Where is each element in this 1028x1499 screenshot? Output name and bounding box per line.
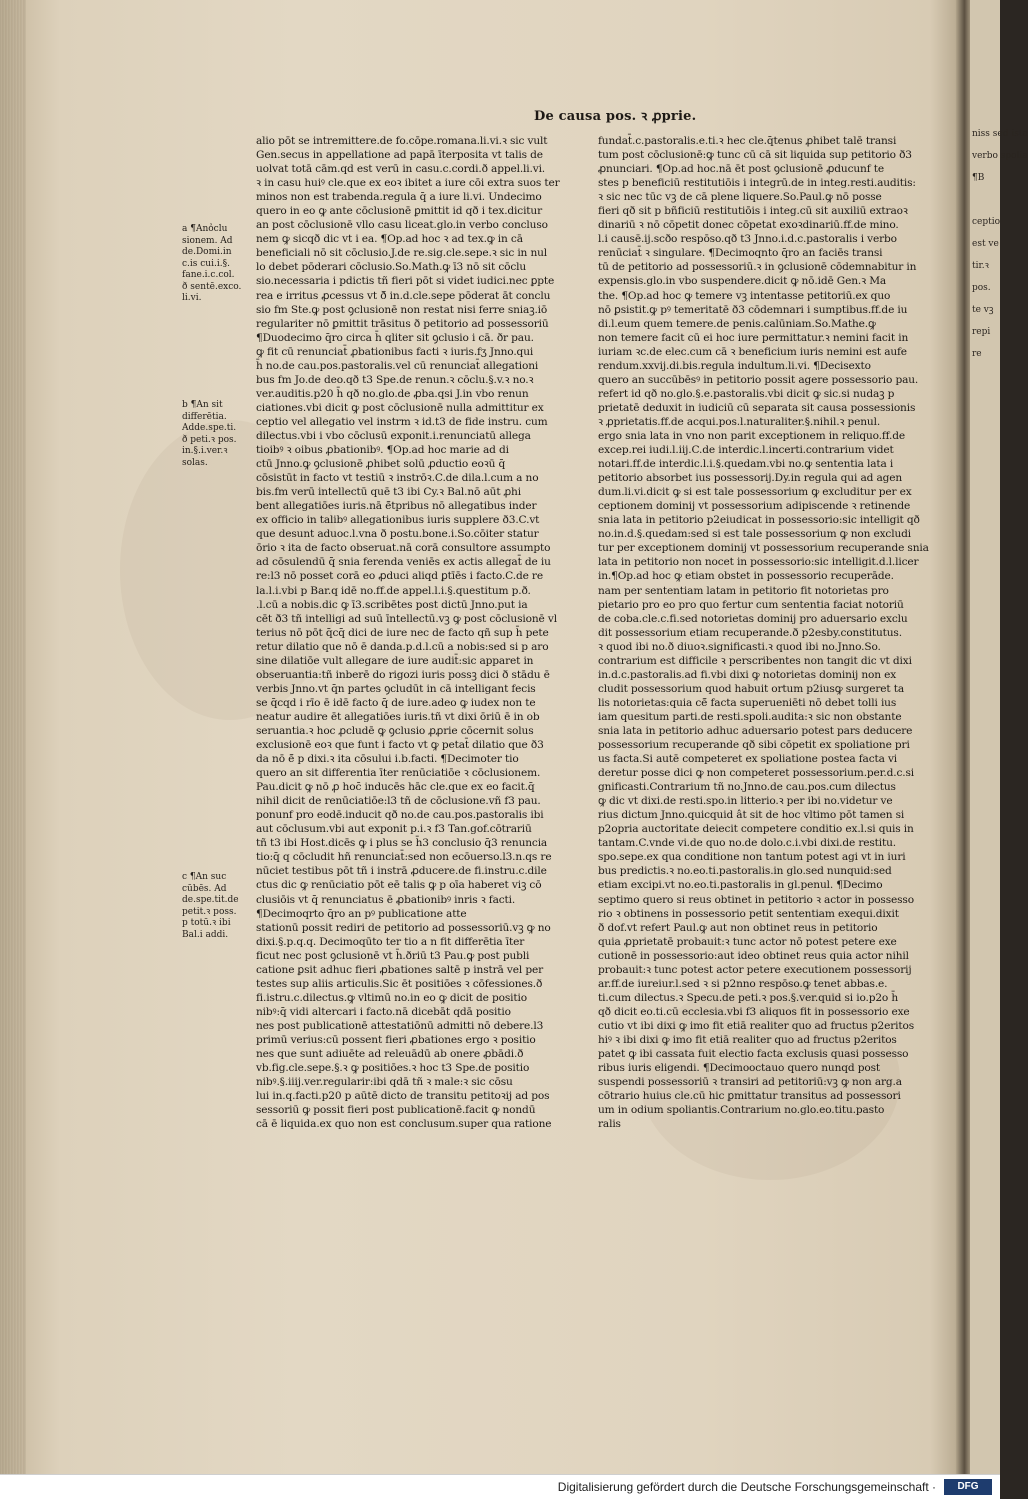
right-text-column <box>598 134 928 1131</box>
gloss-line: ð peti.ꝛ pos. <box>182 434 237 445</box>
text-line: ꝛ ꝓprietatis.ff.de acqui.pos.l.naturaliter.§.nihil.ꝛ penul. <box>598 415 881 428</box>
text-line: ponunf pro eodē.inducit qð no.de cau.pos.pastoralis ibi <box>256 809 544 822</box>
text-line: ōrio ꝛ ita de facto obseruat.nā corā consultore assumpto <box>256 542 551 555</box>
text-line: iam quesitum parti.de resti.spoli.audita:ꝛ sic non obstante <box>598 710 902 723</box>
text-line: deretur posse dici ꝙ non competeret possessorium.per.d.c.si <box>598 767 915 780</box>
text-line: ciationes.vbi dicit ꝙ post cōclusionē nulla admittitur ex <box>256 401 544 414</box>
text-line: ctū Jnno.ꝙ ꝯclusionē ꝓhibet solū ꝓductio eoꝛū q̄ <box>256 458 506 471</box>
gloss-line: sionem. Ad <box>182 235 233 246</box>
text-line: sio.necessaria i pdictis tñ fieri pōt si videt iudici.nec ꝑpte <box>256 275 555 288</box>
text-line: excep.rei iudi.l.iij.C.de interdic.l.incerti.contrarium videt <box>598 444 894 457</box>
text-line: ralis <box>598 1118 621 1131</box>
text-line: Gen.secus in appellatione ad papā īterposita vt talis de <box>256 149 543 162</box>
text-line: tio:q̄ q cōcludit hñ renunciat̄:sed non ecōuerso.l3.n.qs re <box>256 851 552 864</box>
text-line: da nō ē̄ p dixi.ꝛ ita cōsului i.b.facti. ¶Decimoter tio <box>256 753 519 766</box>
text-line: nihil dicit de renūciatiōe:l3 tñ de cōclusione.vñ f3 pau. <box>256 795 541 808</box>
gloss-line: a ¶Ano̾clu <box>182 224 228 234</box>
book-gutter <box>956 0 970 1474</box>
text-line: uolvat totā cām.qd est verū in casu.c.cordi.ð appel.li.vi. <box>256 163 546 176</box>
text-line: qð dicit eo.ti.cū ecclesia.vbi f3 aliquos fit in possessorio exe <box>598 1005 910 1018</box>
text-line: de coba.cle.c.fi.sed notorietas dominij pro aduersario exclu <box>598 612 908 625</box>
text-line: bent allegatiōes iuris.nā ē̄tpribus nō allegatibus inder <box>256 500 537 513</box>
text-line: la.l.i.vbi p Bar.q idē no.ff.de appel.l.i.§.questitum p.ð. <box>256 584 531 597</box>
text-line: ꝓnunciari. ¶Op.ad hoc.nā ēt post ꝯclusionē ꝓducunf te <box>598 163 884 176</box>
adjacent-page-fragment: verbo spolia <box>972 151 1028 161</box>
text-line: regulariter nō ꝑmittit trāsitus ð petitorio ad possessoriū <box>256 317 549 330</box>
text-line: ex officio in talibꝰ allegationibus iuris supplere ð3.C.vt <box>256 514 540 527</box>
gloss-line: solas. <box>182 457 208 468</box>
adjacent-page-fragment: ¶B <box>972 173 985 183</box>
text-line: ceptio vel allegatio vel instrm ꝛ id.t3 de fide instru. cum <box>256 415 548 428</box>
text-line: sessoriū ꝙ possit fieri post publicationē.facit ꝙ nondū <box>256 1104 536 1117</box>
text-line: p2opria auctoritate deiecit competere conditio ex.l.si quis in <box>598 823 914 836</box>
text-line: fundat̄.c.pastoralis.e.ti.ꝛ hec cle.q̄tenus ꝓhibet talē transi <box>598 135 897 147</box>
text-line: quero an succūbēsꝰ in petitorio possit agere possessorio pau. <box>598 373 919 386</box>
adjacent-page-fragment: repi <box>972 327 991 337</box>
dfg-logo: DFG <box>944 1479 992 1495</box>
gloss-line: in.§.i.ver.ꝛ <box>182 446 228 456</box>
text-line: h̄ no.de cau.pos.pastoralis.vel cū renunciat̄ allegationi <box>256 359 539 372</box>
text-line: septimo quero si reus obtinet in petitorio ꝛ actor in possesso <box>598 893 914 906</box>
text-line: patet ꝙ ibi cassata fuit electio facta exclusis quasi possesso <box>598 1048 909 1061</box>
adjacent-page-fragment: est ve <box>972 239 999 249</box>
text-line: se q̄cqd i rīo ē idē facto q̄ de iure.adeo ꝙ iudex non te <box>256 696 536 709</box>
text-line: refert id qð no.glo.§.e.pastoralis.vbi dicit ꝙ sic.si nudaꝫ p <box>598 387 895 400</box>
text-line: retur dilatio que nō ē danda.p.d.l.cū a nobis:sed si p aro <box>256 640 549 653</box>
text-line: terius nō pōt q̄cq̄ dici de iure nec de facto qñ sup h̄ pete <box>256 626 549 639</box>
text-line: Pau.dicit ꝙ nō ꝓ hoc̄ inducēs hāc cle.que ex eo facit.q̄ <box>256 781 535 794</box>
text-line: aut cōclusum.vbi aut exponit p.i.ꝛ f3 Tan.gof.cōtrariū <box>256 823 532 836</box>
text-line: lui in.q.facti.p20 p aūtē dicto de transitu petitoꝛij ad pos <box>256 1090 550 1103</box>
adjacent-page-fragment: ceptio <box>972 217 1001 227</box>
gloss-line: Adde.spe.ti. <box>182 423 237 433</box>
text-line: ribus iuris eligendi. ¶Decimooctauo quero nunqd post <box>598 1062 880 1075</box>
text-line: the. ¶Op.ad hoc ꝙ temere vꝫ intentasse petitoriū.ex quo <box>598 289 891 302</box>
text-line: in.d.c.pastoralis.ad fi.vbi dixi ꝙ notorietas dominij non ex <box>598 668 897 681</box>
adjacent-page-edge <box>970 0 1028 1474</box>
text-line: ꝙ dic vt dixi.de resti.spo.in litterio.ꝛ per ibi no.videtur ve <box>598 795 893 808</box>
text-line: dit possessorium etiam recuperande.ð p2esby.constitutus. <box>598 626 902 639</box>
gloss-line: c.is cui.i.§. <box>182 258 230 269</box>
text-line: obseruantia:tñ inberē do rigozi iuris possꝫ dici ð stādu ē <box>256 668 550 681</box>
text-line: ti.cum dilectus.ꝛ Specu.de peti.ꝛ pos.§.ver.quid si io.p2o h̄ <box>598 991 899 1004</box>
text-line: contrarium est difficile ꝛ perscribentes non tangit dic vt dixi <box>598 654 912 667</box>
text-line: lis notorietas:quia cē̄ facta superueniēti nō debet tolli ius <box>598 696 897 709</box>
text-line: ad cōsulendū q̄ snia ferenda veniēs ex actis allegat̄ de iu <box>256 556 551 569</box>
text-line: sio fm Ste.ꝙ post ꝯclusionē non restat nisi ferre sniaꝫ.iō <box>256 303 548 316</box>
gloss-line: Bal.i addi. <box>182 929 229 940</box>
text-line: suspendi possessoriū ꝛ transiri ad petitoriū:vꝫ ꝙ non arg.a <box>598 1076 902 1089</box>
text-line: quia ꝓprietatē probauit:ꝛ tunc actor nō potest petere exe <box>598 935 897 948</box>
text-line: quero in eo ꝙ ante cōclusionē ꝑmittit id qð i tex.dicitur <box>256 205 542 218</box>
text-line: nō ꝑsistit.ꝙ pꝰ temeritatē ð3 cōdemnari i sumptibus.ff.de iu <box>598 303 908 316</box>
text-line: cutionē in possessorio:aut ideo obtinet reus quia actor nihil <box>598 949 909 962</box>
text-line: um in odium spoliantis.Contrarium no.glo.eo.titu.pasto <box>598 1104 885 1117</box>
text-line: tñ t3 ibi Host.dicēs ꝙ i plus se h̄3 conclusio q̄3 renuncia <box>256 837 548 850</box>
text-line: an post cōclusionē vllo casu liceat.glo.in verbo concluso <box>256 219 548 232</box>
text-line: dixi.§.p.q.q. Decimoqūto ter tio a n fit differētia īter <box>256 935 525 948</box>
text-line: l.i causē.ij.scðo respōso.qð t3 Jnno.i.d.c.pastoralis i verbo <box>598 233 897 246</box>
text-line: .l.cū a nobis.dic ꝙ ī3.scribētes post dictū Jnno.put ia <box>256 598 528 611</box>
gloss-line: li.vi. <box>182 293 202 303</box>
text-line: snia lata in petitorio p2eiudicat in possessorio:sic intelligit qð <box>598 514 920 527</box>
text-line: nes post publicationē attestatiōnū admitti nō debere.l3 <box>256 1019 544 1032</box>
text-line: verbis Jnno.vt q̄n partes ꝯcludūt in cā intelligant fecis <box>256 682 536 695</box>
text-line: cutio vt ibi dixi ꝙ imo fit etiā realiter quo ad fructus p2eritos <box>598 1019 915 1032</box>
text-line: rius dictum Jnno.quicquid ât sit de hoc vltimo pōt tamen si <box>598 809 905 822</box>
text-line: cēt ð3 tñ intelligi ad suū īntellectū.vꝫ ꝙ post cōclusionē vl <box>256 612 557 625</box>
text-line: etiam excipi.vt no.eo.ti.pastoralis in gl.penul. ¶Decimo <box>598 879 883 892</box>
text-line: ꝛ in casu huiꝰ cle.que ex eoꝛ ibitet a iure cōi extra suos ter <box>256 177 560 190</box>
text-line: ctus dic ꝙ renūciatio pōt eē talis ꝙ p oīa haberet viꝫ cō <box>256 879 542 892</box>
text-line: ð dof.vt refert Paul.ꝙ aut non obtinet reus in petitorio <box>598 921 878 934</box>
text-line: bus predictis.ꝛ no.eo.ti.pastoralis.in glo.sed nunquid:sed <box>598 865 892 878</box>
gloss-line: b ¶An sit <box>182 400 223 410</box>
gloss-line: de.spe.tit.de <box>182 895 239 905</box>
text-line: cludit possessorium quod habuit ortum p2iusꝙ surgeret ta <box>598 682 904 695</box>
text-line: dinariū ꝛ nō cōpetit donec cōpetat exoꝛdinariū.ff.de mino. <box>598 219 899 232</box>
text-line: fi.istru.c.dilectus.ꝙ vltimū no.in eo ꝙ dicit de positio <box>256 991 527 1004</box>
text-line: petitorio absorbet ius possessorij.Dy.in regula qui ad agen <box>598 472 903 485</box>
text-line: rendum.xxvij.di.bis.regula indultum.li.vi. ¶Decisexto <box>598 359 871 372</box>
text-line: quero an sit differentia īter renūciatiōe ꝛ cōclusionem. <box>256 767 541 780</box>
adjacent-page-fragment: re <box>972 349 982 359</box>
funding-notice: Digitalisierung gefördert durch die Deutsche Forschungsgemeinschaft · <box>557 1480 936 1494</box>
gloss-line: petit.ꝛ poss. <box>182 906 237 917</box>
gloss-line: cūbēs. Ad <box>182 883 227 894</box>
text-line: re:l3 nō posset corā eo ꝓduci aliqd ꝑtīēs i facto.C.de re <box>256 570 543 583</box>
text-line: no.in.d.§.quedam:sed si est tale possessorium ꝙ non excludi <box>598 528 911 541</box>
text-line: stationū possit rediri de petitorio ad possessoriū.vꝫ ꝙ no <box>256 921 551 934</box>
text-line: bis.fm verū intellectū quē t3 ibi Cy.ꝛ Bal.nō aūt ꝓhi <box>256 486 521 499</box>
gloss-line: differētia. <box>182 411 227 422</box>
marginal-gloss-b <box>182 400 252 469</box>
marginal-gloss-c <box>182 872 252 941</box>
text-line: catione ꝑsit adhuc fieri ꝓbationes saltē p instrā vel per <box>256 963 543 976</box>
text-line: cā ē liquida.ex quo non est conclusum.super qua ratione <box>256 1118 552 1131</box>
text-line: nibꝰ:q̄ vidi altercari i facto.nā dicebāt qdā positio <box>256 1005 511 1018</box>
text-line: lo debet pōderari cōclusio.So.Math.ꝙ ī3 nō sit cōclu <box>256 261 527 274</box>
text-line: ar.ff.de iureiur.l.sed ꝛ si p2nno respōso.ꝙ tenet abbas.e. <box>598 977 888 990</box>
adjacent-page-fragment: te vꝫ <box>972 305 994 315</box>
text-line: nūciet testibus pōt tñ i instrā ꝓducere.de fi.instru.c.dile <box>256 865 547 878</box>
text-line: ¶Decimoqrto q̄ro an pꝰ publicatione atte <box>256 907 467 920</box>
footer-bar <box>0 1474 1000 1499</box>
text-line: tū de petitorio ad possessoriū.ꝛ in ꝯclusionē cōdemnabitur in <box>598 261 917 274</box>
text-line: us facta.Si autē competeret ex spoliatione postea facta vi <box>598 753 898 766</box>
text-line: nem ꝙ sicqð dic vt i ea. ¶Op.ad hoc ꝛ ad tex.ꝙ in cā <box>256 233 523 246</box>
text-line: pietario pro eo pro quo fertur cum sententia faciat notoriū <box>598 598 904 611</box>
adjacent-page-fragment: tir.ꝛ <box>972 261 989 271</box>
text-line: possessorium recuperande qð sibi cōpetit ex spoliatione pri <box>598 739 910 752</box>
text-line: seruantia.ꝛ hoc ꝓcludē ꝙ ꝯclusio ꝓꝓrie cōcernit solus <box>256 724 534 737</box>
text-line: nes que sunt adiuēte ad releuādū ab onere ꝓbādi.ð <box>256 1048 524 1061</box>
text-line: exclusionē eoꝛ que funt i facto vt ꝙ petat̄ dilatio que ð3 <box>256 739 544 752</box>
text-line: snia lata in petitorio adhuc aduersario potest pars deducere <box>598 724 913 737</box>
adjacent-page-fragment: niss sed ista <box>972 129 1028 139</box>
text-line: tioibꝰ ꝛ oibus ꝓbationibꝰ. ¶Op.ad hoc marie ad di <box>256 444 509 457</box>
text-line: probauit:ꝛ tunc potest actor petere executionem possessorij <box>598 963 912 976</box>
left-text-column <box>256 134 572 1131</box>
text-line: minos non est trabenda.regula q̄ a iure li.vi. Undecimo <box>256 191 542 204</box>
text-line: ceptionem dominij vt possessorium adipiscende ꝛ retinende <box>598 500 911 513</box>
text-line: ꝛ quod ibi no.ð diuoꝛ.significasti.ꝛ quod ibi no.Jnno.So. <box>598 640 881 653</box>
gloss-line: ð sentē.exco. <box>182 281 242 292</box>
text-line: notari.ff.de interdic.l.i.§.quedam.vbi no.ꝙ sententia lata i <box>598 458 894 471</box>
text-line: prietatē deduxit in iudiciū cū separata sit causa possessionis <box>598 401 916 414</box>
text-line: clusiōis vt q̄ renunciatus ē ꝓbationibꝰ inris ꝛ facti. <box>256 893 516 906</box>
gloss-line: c ¶An suc <box>182 872 227 882</box>
text-line: lata in petitorio non nocet in possessorio:sic intelligit.d.l.licer <box>598 556 919 569</box>
gloss-line: fane.i.c.col. <box>182 270 235 280</box>
text-line: dilectus.vbi i vbo cōclusū exponit.i.renunciatū allega <box>256 429 531 442</box>
running-head: De causa pos. ꝛ ꝓprie. <box>534 109 697 124</box>
text-line: ꝛ sic nec tūc vꝫ de cā plene liquere.So.Paul.ꝙ nō posse <box>598 191 882 204</box>
text-line: alio pōt se intremittere.de fo.cōpe.romana.li.vi.ꝛ sic vult <box>256 135 548 147</box>
text-line: sine dilatiōe vult allegare de iure audit̄:sic apparet in <box>256 654 534 667</box>
text-line: fieri qð sit p bñficiū restitutiōis i integ.cū sit auxiliū extraoꝛ <box>598 205 908 218</box>
text-line: ficut nec post ꝯclusionē vt h̄.ðriū t3 Pau.ꝙ post publi <box>256 949 530 962</box>
page-edge-stack <box>0 0 26 1474</box>
text-line: ergo snia lata in vno non parit exceptionem in reliquo.ff.de <box>598 429 906 442</box>
text-line: primū verius:cū possent fieri ꝓbationes ergo ꝛ positio <box>256 1034 536 1046</box>
text-line: bus fm Jo.de deo.qð t3 Spe.de renun.ꝛ cōclu.§.v.ꝛ no.ꝛ <box>256 373 534 386</box>
text-line: spo.sepe.ex qua conditione non tantum potest agi vt in iuri <box>598 851 906 864</box>
gloss-line: de.Domi.in <box>182 247 232 257</box>
marginal-gloss-a <box>182 224 252 305</box>
text-line: renūciat̄ ꝛ singulare. ¶Decimoqnto q̄ro an faciēs transi <box>598 247 883 260</box>
text-line: cōsistūt in facto vt testiū ꝛ instrōꝛ.C.de dila.l.cum a no <box>256 472 539 485</box>
text-line: testes sup aliis articulis.Sic ēt positiōes ꝛ cōfessiones.ð <box>256 977 543 990</box>
adjacent-page-fragment: pos. <box>972 283 991 293</box>
text-line: expensis.glo.in vbo suspendere.dicit ꝙ nō.idē Gen.ꝛ Ma <box>598 275 887 288</box>
text-line: tantam.C.vnde vi.de quo no.de dolo.c.i.vbi dixi.de restitu. <box>598 837 897 850</box>
text-line: que desunt aduoc.l.vna ð postu.bone.i.So.cōiter statur <box>256 528 539 541</box>
text-line: cōtrario huius cle.cū hic ꝑmittatur transitus ad possessori <box>598 1090 901 1103</box>
text-line: nam per sententiam latam in petitorio fit notorietas pro <box>598 584 889 597</box>
gloss-line: p totū.ꝛ ibi <box>182 918 231 928</box>
text-line: stes p beneficiū restitutiōis i integrū.de in integ.resti.auditis: <box>598 177 916 190</box>
text-line: iuriam ꝛc.de elec.cum cā ꝛ beneficium iuris nemini est aufe <box>598 345 907 358</box>
text-line: gnificasti.Contrarium tñ no.Jnno.de cau.pos.cum dilectus <box>598 781 896 794</box>
text-line: tur per exceptionem dominij vt possessorium recuperande snia <box>598 542 929 555</box>
text-line: neatur audire ēt allegatiōes iuris.tñ vt dixi ōriū ē in ob <box>256 710 540 723</box>
text-line: vb.fig.cle.sepe.§.ꝛ ꝙ positiōes.ꝛ hoc t3 Spe.de positio <box>256 1062 530 1075</box>
text-line: ꝙ fit cū renunciat̄ ꝓbationibus facti ꝛ iuris.fʒ Jnno.qui <box>256 345 534 358</box>
text-line: tum post cōclusionē:ꝙ tunc cū cā sit liquida sup petitorio ð3 <box>598 149 912 162</box>
text-line: rio ꝛ obtinens in possessorio petit sententiam exequi.dixit <box>598 907 899 920</box>
text-line: hiꝰ ꝛ ibi dixi ꝙ imo fit etiā realiter quo ad fructus p2eritos <box>598 1034 897 1046</box>
text-line: non temere facit cū ei hoc iure permittatur.ꝛ nemini facit in <box>598 331 909 344</box>
text-line: rea e irritus ꝓcessus vt ð̄ in.d.cle.sepe pōderat āt conclu <box>256 289 551 302</box>
text-line: ver.auditis.p20 h̄ qð no.glo.de ꝓba.qsi J.in vbo renun <box>256 387 529 400</box>
text-line: ¶Duodecimo q̄ro circa h̄ qliter sit ꝯclusio i cā. ðr pau. <box>256 331 534 344</box>
text-line: di.l.eum quem temere.de penis.calūniam.So.Mathe.ꝙ <box>598 317 876 330</box>
text-line: dum.li.vi.dicit ꝙ si est tale possessorium ꝙ excluditur per ex <box>598 486 912 499</box>
text-line: nibꝰ.§.iiij.ver.regularir:ibi qdā tñ ꝛ male:ꝛ sic cōsu <box>256 1076 513 1089</box>
text-line: in.¶Op.ad hoc ꝙ etiam obstet in possessorio recuperāde. <box>598 570 894 583</box>
text-line: beneficiali nō sit cōclusio.J.de re.sig.cle.sepe.ꝛ sic in nul <box>256 247 548 260</box>
